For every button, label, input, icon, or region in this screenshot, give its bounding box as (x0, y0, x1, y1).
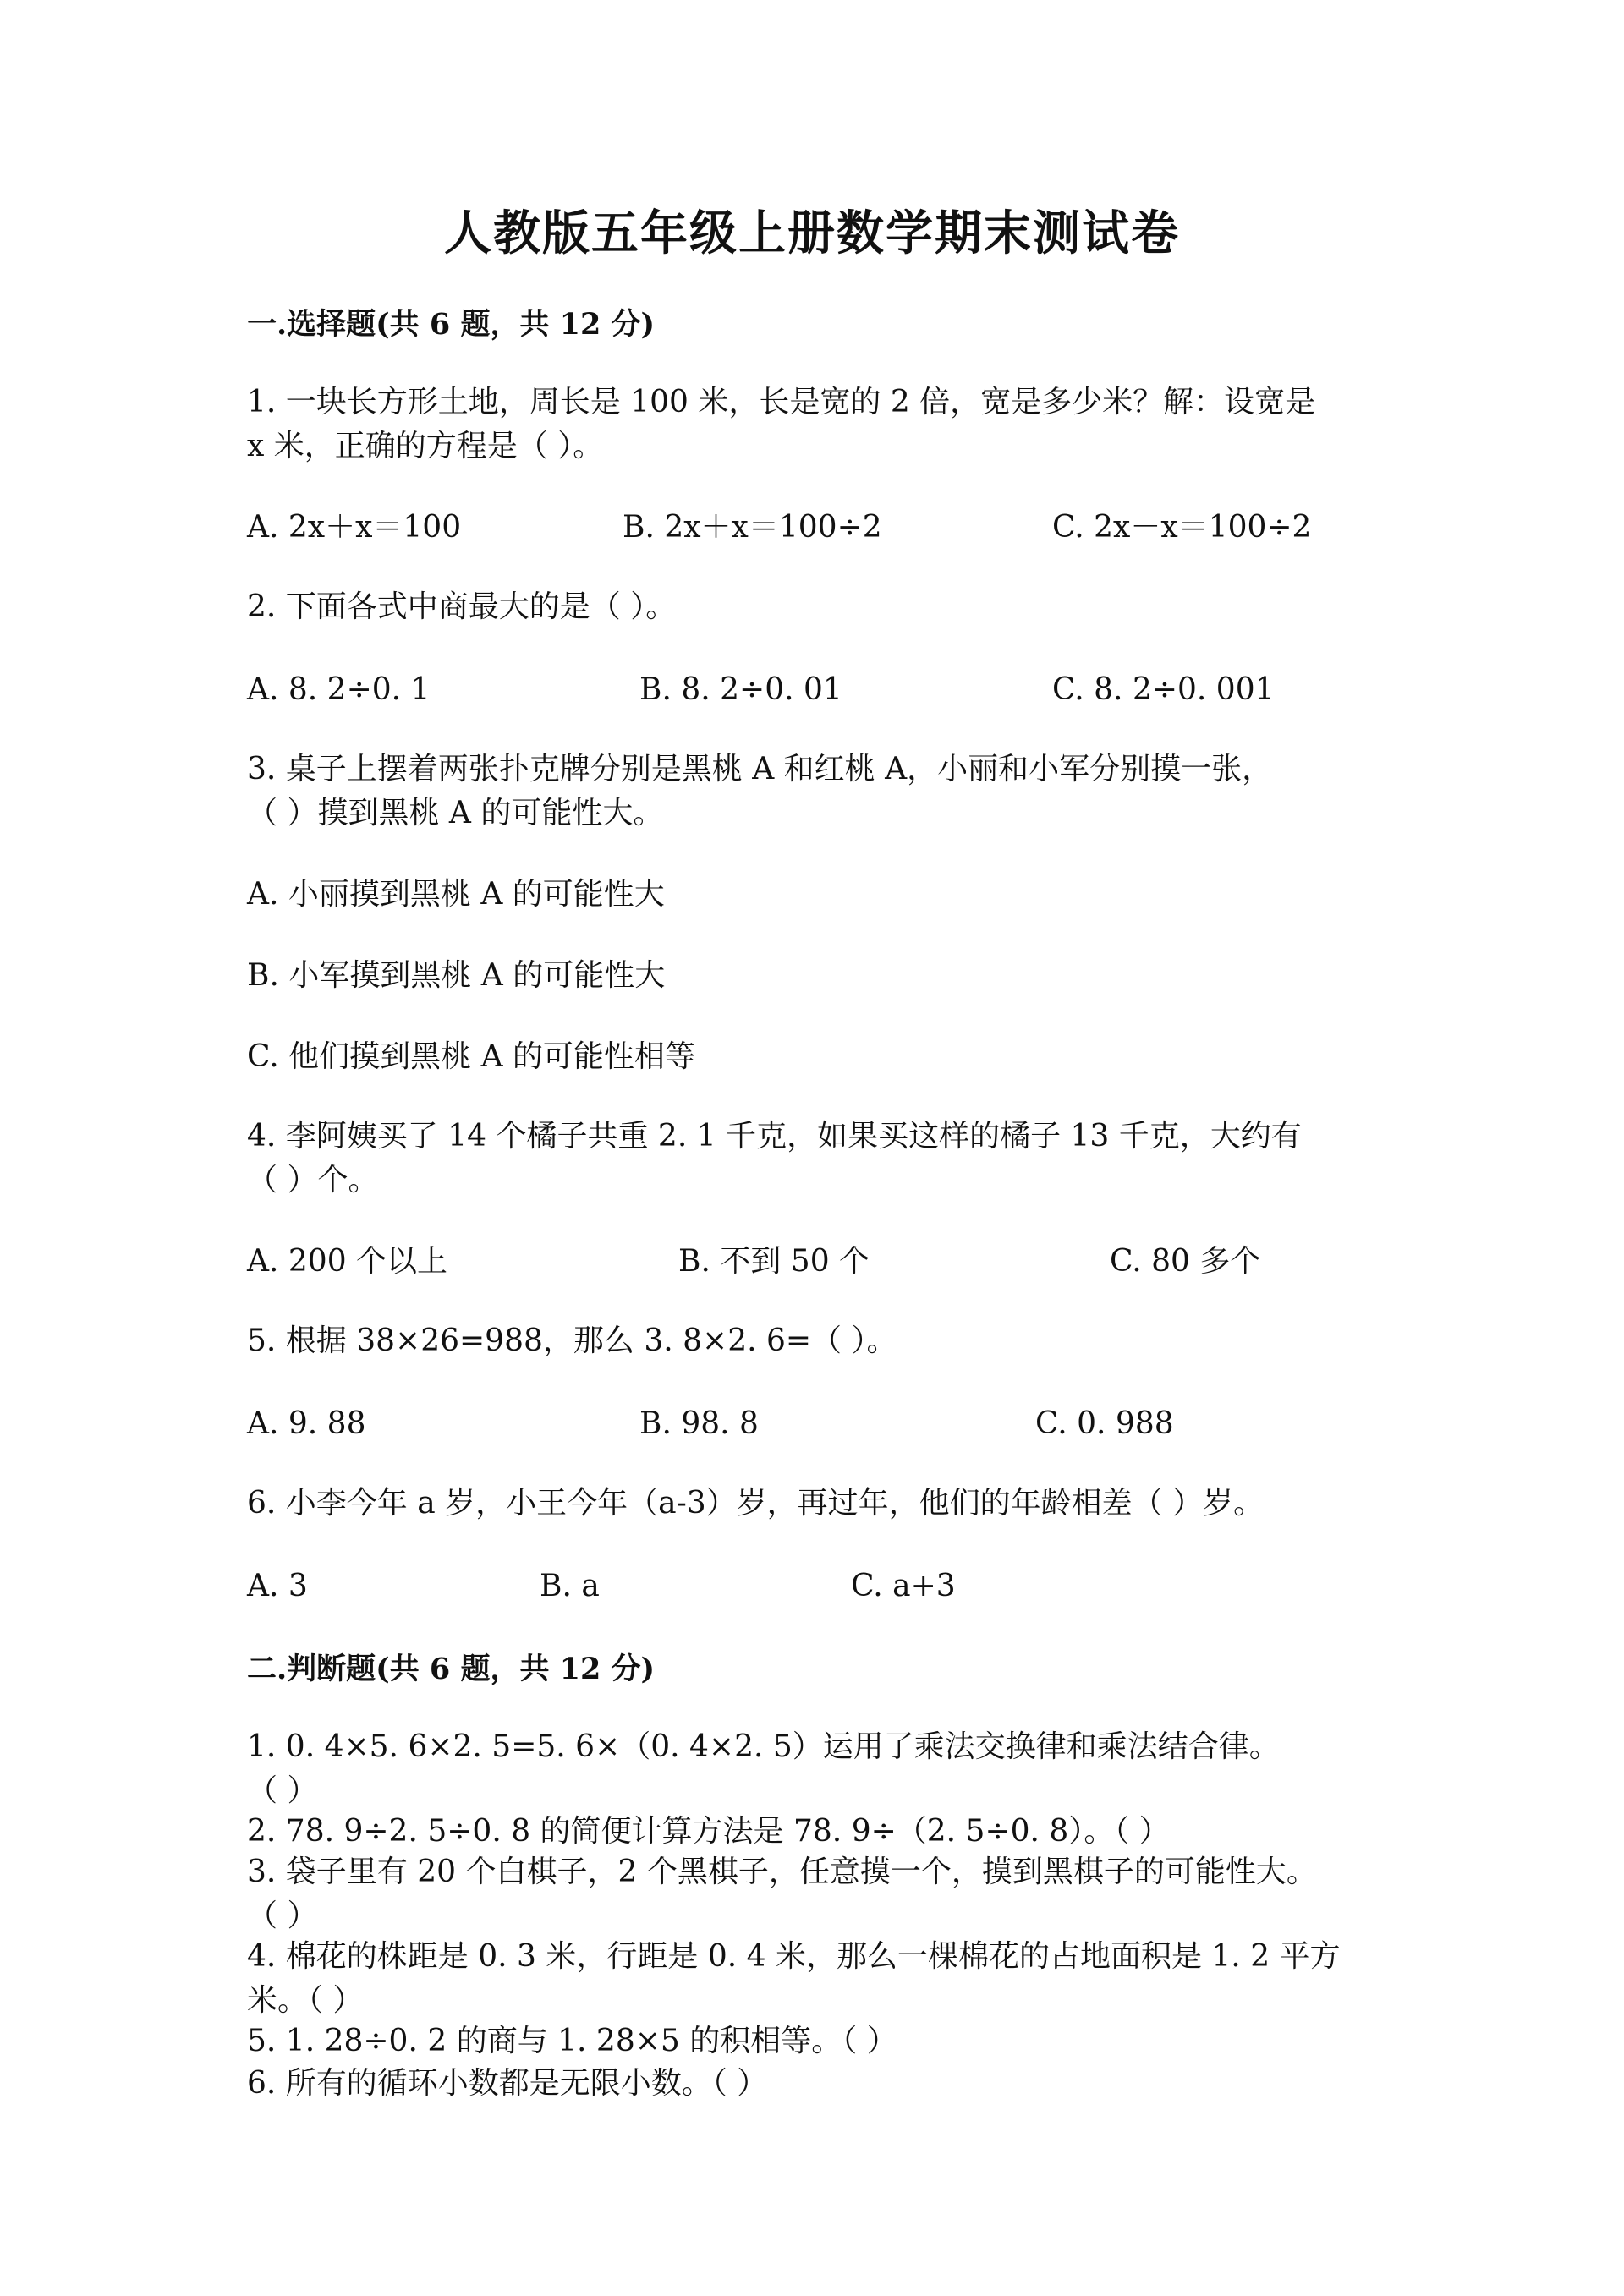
section-heading-choice: 一.选择题(共 6 题，共 12 分) (247, 307, 656, 342)
choice-question-1-option-a: A. 2x＋x＝100 (247, 510, 462, 545)
judgment-question-2: 2. 78. 9÷2. 5÷0. 8 的简便计算方法是 78. 9÷（2. 5÷0. 8）。（ ） (247, 1814, 1170, 1849)
section-heading-judgment: 二.判断题(共 6 题，共 12 分) (247, 1652, 656, 1686)
choice-question-4-option-b: B. 不到 50 个 (678, 1244, 870, 1279)
choice-question-2-option-c: C. 8. 2÷0. 001 (1052, 672, 1275, 707)
choice-question-4-option-c: C. 80 多个 (1110, 1244, 1261, 1279)
judgment-question-3-continued: （ ） (247, 1899, 318, 1933)
choice-question-1-option-b: B. 2x＋x＝100÷2 (623, 510, 882, 545)
choice-question-5-option-a: A. 9. 88 (247, 1406, 366, 1441)
judgment-question-4-continued: 米。（ ） (247, 1983, 364, 2018)
choice-question-1: 1. 一块长方形土地，周长是 100 米，长是宽的 2 倍，宽是多少米？解：设宽是 (247, 385, 1316, 419)
judgment-question-6: 6. 所有的循环小数都是无限小数。（ ） (247, 2066, 768, 2101)
choice-question-2-option-b: B. 8. 2÷0. 01 (639, 672, 842, 707)
choice-question-6-option-a: A. 3 (247, 1569, 308, 1603)
choice-question-6: 6. 小李今年 a 岁，小王今年（a-3）岁，再过年，他们的年龄相差（ ）岁。 (247, 1486, 1265, 1521)
choice-question-5: 5. 根据 38×26=988，那么 3. 8×2. 6=（ ）。 (247, 1323, 897, 1358)
choice-question-3-option-a: A. 小丽摸到黑桃 A 的可能性大 (247, 877, 665, 912)
choice-question-2-option-a: A. 8. 2÷0. 1 (247, 672, 431, 707)
choice-question-6-option-b: B. a (540, 1569, 600, 1603)
choice-question-5-option-c: C. 0. 988 (1035, 1406, 1174, 1441)
choice-question-5-option-b: B. 98. 8 (639, 1406, 759, 1441)
judgment-question-5: 5. 1. 28÷0. 2 的商与 1. 28×5 的积相等。（ ） (247, 2024, 897, 2058)
choice-question-6-option-c: C. a+3 (851, 1569, 956, 1603)
choice-question-3: 3. 桌子上摆着两张扑克牌分别是黑桃 A 和红桃 A，小丽和小军分别摸一张， (247, 752, 1273, 786)
judgment-question-3: 3. 袋子里有 20 个白棋子，2 个黑棋子，任意摸一个，摸到黑棋子的可能性大。 (247, 1855, 1317, 1889)
judgment-question-4: 4. 棉花的株距是 0. 3 米，行距是 0. 4 米，那么一棵棉花的占地面积是 1. 2 平方 (247, 1939, 1341, 1974)
judgment-question-1: 1. 0. 4×5. 6×2. 5=5. 6×（0. 4×2. 5）运用了乘法交换律和乘法结合律。 (247, 1729, 1280, 1764)
judgment-question-1-continued: （ ） (247, 1773, 318, 1808)
choice-question-3-option-c: C. 他们摸到黑桃 A 的可能性相等 (247, 1039, 696, 1074)
choice-question-4-continued: （ ）个。 (247, 1163, 379, 1197)
choice-question-4: 4. 李阿姨买了 14 个橘子共重 2. 1 千克，如果买这样的橘子 13 千克，大约有 (247, 1119, 1302, 1153)
choice-question-1-option-c: C. 2x－x＝100÷2 (1052, 510, 1312, 545)
page-title: 人教版五年级上册数学期末测试卷 (444, 205, 1180, 261)
choice-question-3-continued: （ ）摸到黑桃 A 的可能性大。 (247, 796, 664, 830)
choice-question-3-option-b: B. 小军摸到黑桃 A 的可能性大 (247, 958, 666, 993)
choice-question-1-continued: x 米，正确的方程是（ ）。 (247, 429, 604, 463)
choice-question-4-option-a: A. 200 个以上 (247, 1244, 448, 1279)
choice-question-2: 2. 下面各式中商最大的是（ ）。 (247, 589, 677, 624)
